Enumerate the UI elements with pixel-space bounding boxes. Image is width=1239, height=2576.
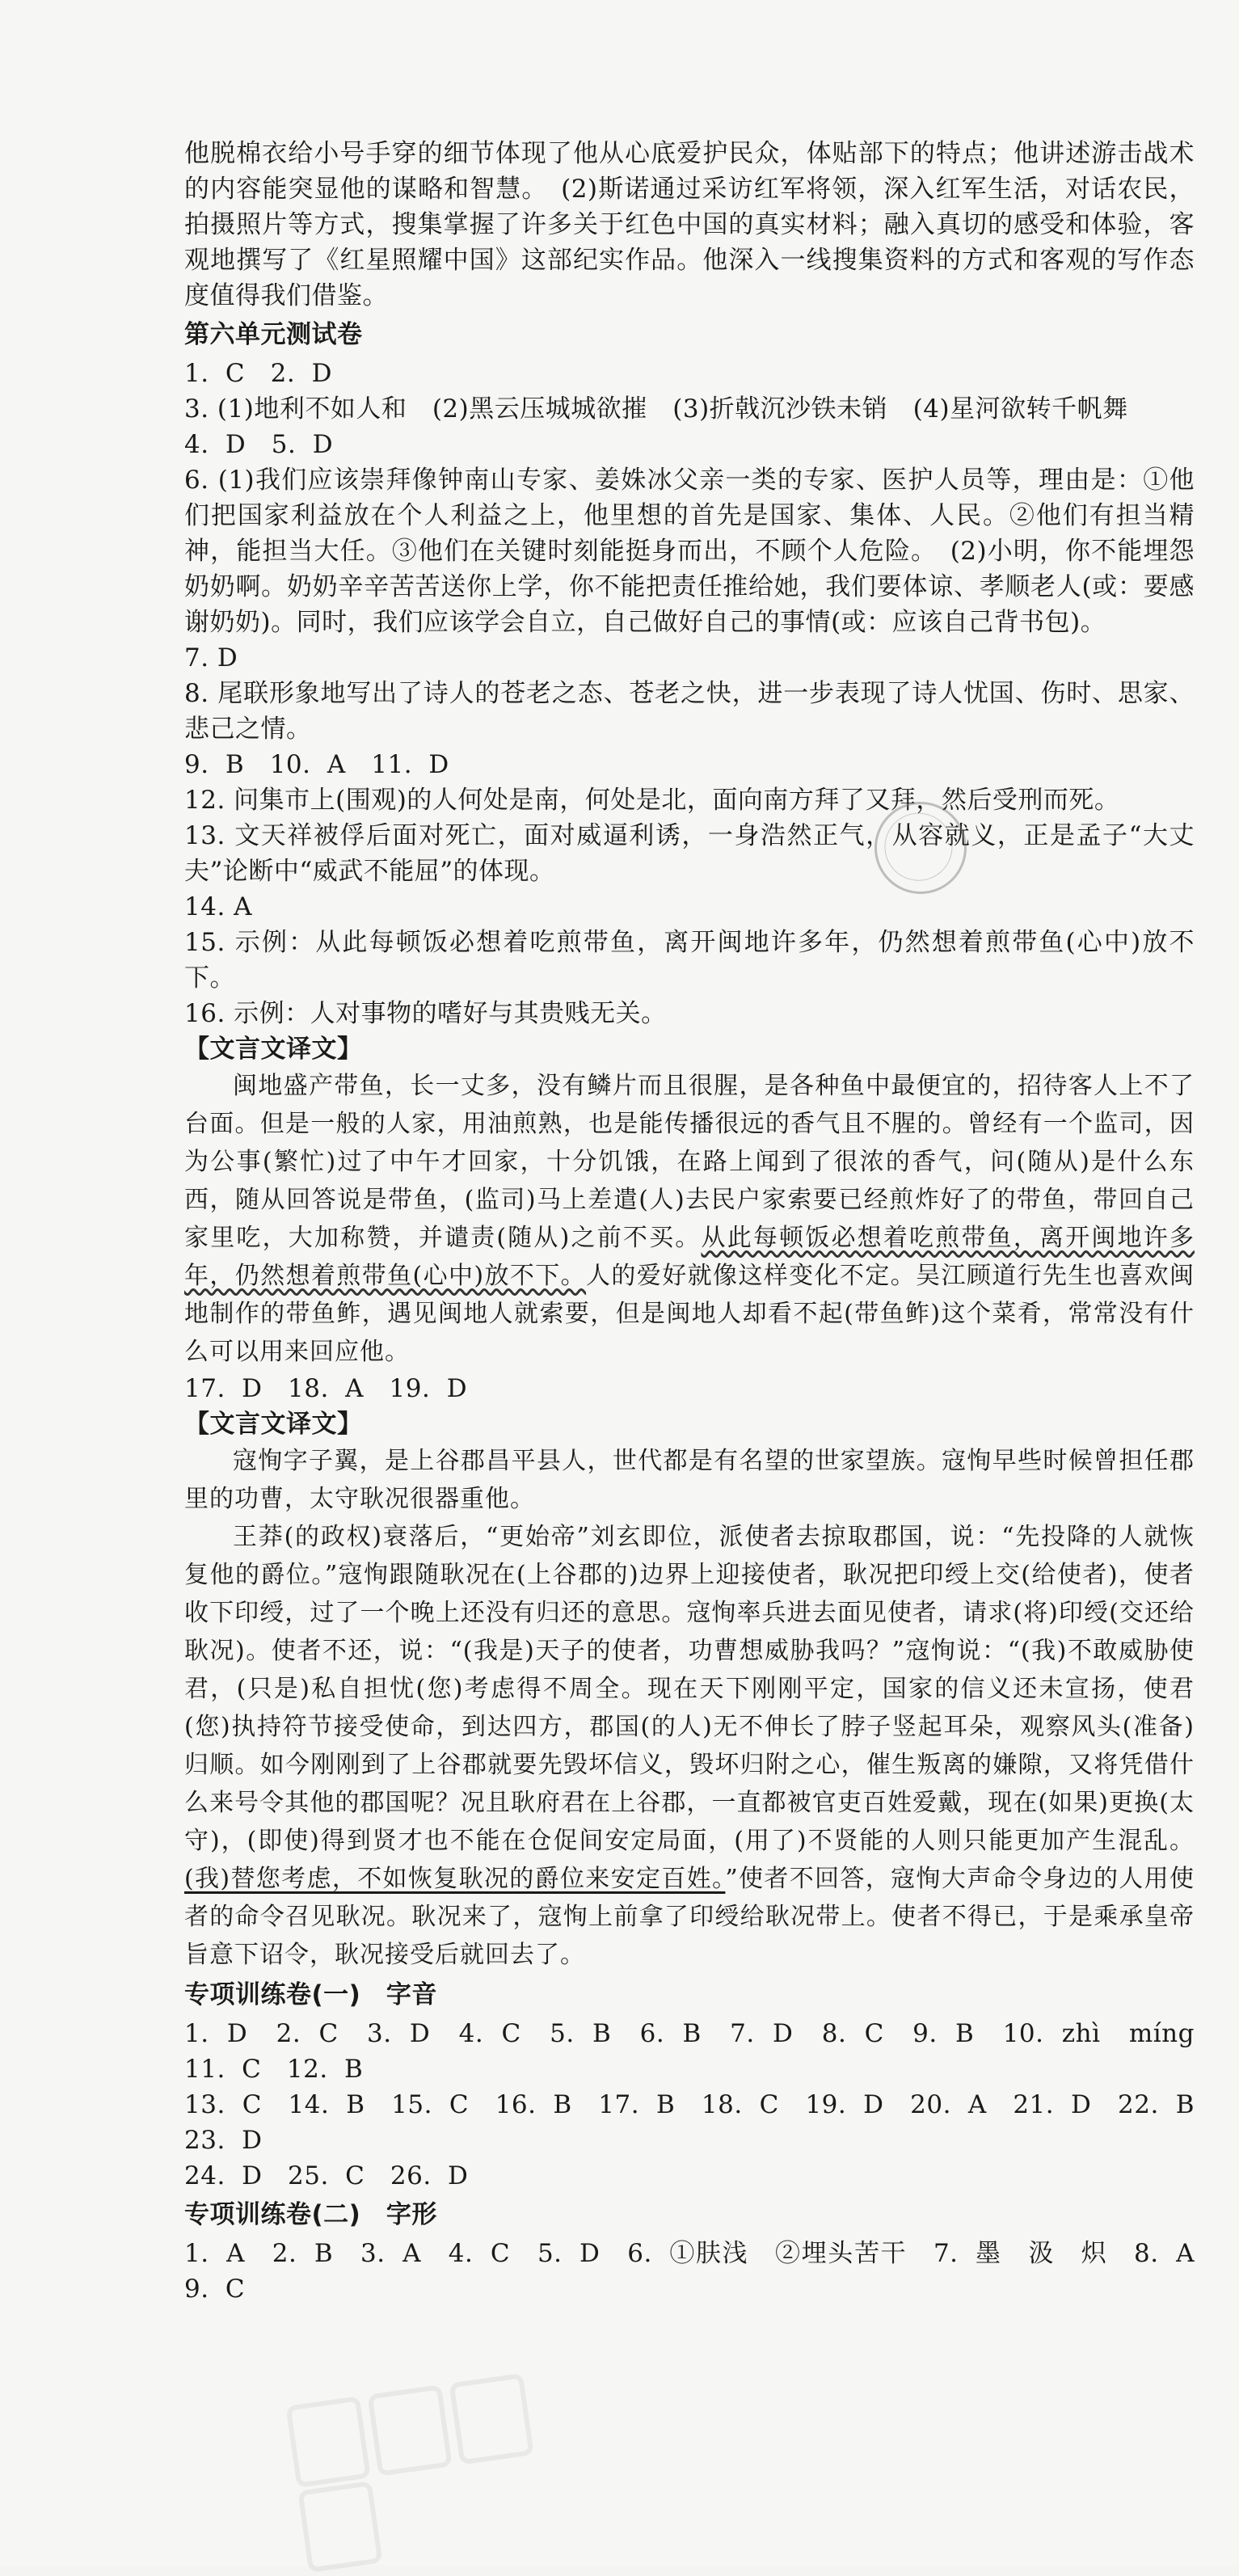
translation-tag: 【文言文译文】 — [184, 1035, 363, 1064]
translation-text: 闽地盛产带鱼，长一丈多，没有鳞片而且很腥，是各种鱼中最便宜的，招待客人上不了台面。但是一般的人家，用油煎熟，也是能传播很远的香气且不腥的。曾经有一个监司，因为公事(繁忙)过了中午才回家，十分饥饿，在路上闻到了很浓的香气，问(随从)是什么东西，随从回答说是带鱼，(监司)马上差遣(人)去民户家索要已经煎炸好了的带鱼，带回自己家里吃，大加称赞，并谴责(随从)之前不买。 — [184, 1072, 1195, 1252]
answer-line: 16. 示例：人对事物的嗜好与其贵贱无关。 — [184, 999, 667, 1028]
answer-line: 7. D — [184, 643, 238, 672]
translation-tag: 【文言文译文】 — [184, 1410, 363, 1439]
answer-line: 1. D 2. C 3. D 4. C 5. B 6. B 7. D 8. C 9. B 10. zhì míng 11. C 12. B — [184, 2019, 1220, 2084]
translation-text: 人的爱好就像这样变化不定。吴江顾道行先生也喜欢闽地制作的带鱼鲊，遇见闽地人就索要，但是闽地人却看不起(带鱼鲊)这个菜肴，常常没有什么可以用来回应他。 — [184, 1262, 1195, 1366]
answer-line: 3. (1)地利不如人和 (2)黑云压城城欲摧 (3)折戟沉沙铁未销 (4)星河欲转千帆舞 — [184, 394, 1128, 424]
answer-line: 6. (1)我们应该崇拜像钟南山专家、姜姝冰父亲一类的专家、医护人员等，理由是：①他们把国家利益放在个人利益之上，他里想的首先是国家、集体、人民。②他们有担当精神，能担当大任。③他们在关键时刻能挺身而出，不顾个人危险。 (2)小明，你不能埋怨奶奶啊。奶奶辛辛苦苦送你上学，你不能把责任推给她，我们要体谅、孝顺老人(或：要感谢奶奶)。同时，我们应该学会自立，自己做好自己的事情(或：应该自己背书包)。 — [184, 466, 1195, 637]
answer-line: 12. 问集市上(围观)的人何处是南，何处是北，面向南方拜了又拜，然后受刑而死。 — [184, 786, 1120, 815]
translation-paragraph — [184, 1067, 1195, 1371]
translation-paragraph: 寇恂字子翼，是上谷郡昌平县人，世代都是有名望的世家望族。寇恂早些时候曾担任郡里的功曹，太守耿况很器重他。 — [184, 1447, 1195, 1513]
answer-line: 9. B 10. A 11. D — [184, 750, 449, 779]
answer-line: 13. C 14. B 15. C 16. B 17. B 18. C 19. D 20. A 21. D 22. B 23. D — [184, 2090, 1220, 2155]
translation-paragraph — [184, 1518, 1195, 1974]
translation-text: ”使者不回答，寇恂大声命令身边的人用使者的命令召见耿况。耿况来了，寇恂上前拿了印绶给耿况带上。使者不得已，于是乘承皇帝旨意下诏令，耿况接受后就回去了。 — [184, 1865, 1195, 1969]
answer-content — [184, 136, 1220, 2307]
section-title: 专项训练卷(二) 字形 — [184, 2200, 437, 2229]
answer-line: 1. C 2. D — [184, 359, 332, 388]
wavy-underlined-text: 从此每顿饭必想着吃煎带鱼，离开闽地许多年，仍然想着煎带鱼(心中)放不下。 — [184, 1224, 1195, 1290]
section-title: 专项训练卷(一) 字音 — [184, 1980, 437, 2009]
section-title: 第六单元测试卷 — [184, 320, 363, 349]
answer-line: 17. D 18. A 19. D — [184, 1374, 468, 1403]
answer-line: 15. 示例：从此每顿饭必想着吃煎带鱼，离开闽地许多年，仍然想着煎带鱼(心中)放不下。 — [184, 928, 1195, 993]
answer-line: 13. 文天祥被俘后面对死亡，面对威逼利诱，一身浩然正气，从容就义，正是孟子“大丈夫”论断中“威武不能屈”的体现。 — [184, 821, 1195, 886]
answer-line: 8. 尾联形象地写出了诗人的苍老之态、苍老之快，进一步表现了诗人忧国、伤时、思家、悲己之情。 — [184, 679, 1195, 744]
paragraph: 他脱棉衣给小号手穿的细节体现了他从心底爱护民众，体贴部下的特点；他讲述游击战术的内容能突显他的谋略和智慧。 (2)斯诺通过采访红军将领，深入红军生活，对话农民，拍摄照片等方式，搜集掌握了许多关于红色中国的真实材料；融入真切的感受和体验，客观地撰写了《红星照耀中国》这部纪实作品。他深入一线搜集资料的方式和客观的写作态度值得我们借鉴。 — [184, 139, 1195, 310]
translation-text: 王莽(的政权)衰落后，“更始帝”刘玄即位，派使者去掠取郡国，说：“先投降的人就恢复他的爵位。”寇恂跟随耿况在(上谷郡的)边界上迎接使者，耿况把印绶上交(给使者)，使者收下印绶，过了一个晚上还没有归还的意思。寇恂率兵进去面见使者，请求(将)印绶(交还给耿况)。使者不还，说：“(我是)天子的使者，功曹想威胁我吗？”寇恂说：“(我)不敢威胁使君，(只是)私自担忧(您)考虑得不周全。现在天下刚刚平定，国家的信义还未宣扬，使君(您)执持符节接受使命，到达四方，郡国(的人)无不伸长了脖子竖起耳朵，观察风头(准备)归顺。如今刚刚到了上谷郡就要先毁坏信义，毁坏归附之心，催生叛离的嫌隙，又将凭借什么来号令其他的郡国呢？况且耿府君在上谷郡，一直都被官吏百姓爱戴，现在(如果)更换(太守)，(即使)得到贤才也不能在仓促间安定局面，(用了)不贤能的人则只能更加产生混乱。 — [184, 1523, 1195, 1855]
answer-line: 24. D 25. C 26. D — [184, 2161, 469, 2190]
answer-line: 1. A 2. B 3. A 4. C 5. D 6. ①肤浅 ②埋头苦干 7. 墨 汲 炽 8. A 9. C — [184, 2239, 1220, 2304]
watermark-icon — [285, 2363, 603, 2502]
answer-line: 14. A — [184, 892, 253, 921]
answer-line: 4. D 5. D — [184, 430, 334, 459]
underlined-text: (我)替您考虑，不如恢复耿况的爵位来安定百姓。 — [184, 1865, 726, 1893]
